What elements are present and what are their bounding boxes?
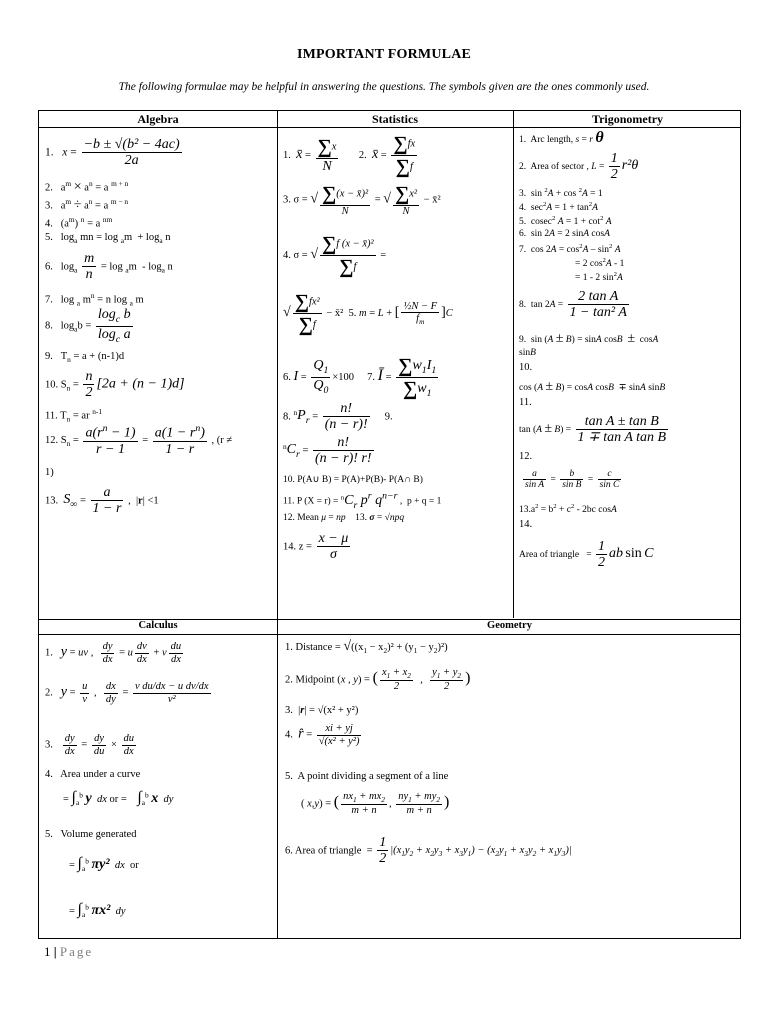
calculus-formula-1: 1. y = uv , $\frac{dy}{dx}$ = u $\frac{dv}{dx}$ + v $\frac{du}{dx}$ [45,641,182,665]
algebra-formula-10: 10. $S_n$ = $\frac{n}{2}$ [2a + (n − 1)d] [45,369,185,401]
page-title: IMPORTANT FORMULAE [296,47,472,62]
geometry-formula-1: 1. Distance = $√((x_1 - x_2)^2 + (y_1 - y_2)^2)$ [285,639,448,656]
calculus-formula-5-a: = $\int_a^b$ πy² dx or [69,855,139,874]
calculus-header: Calculus [138,620,178,631]
calculus-formula-4-body: = $\int_a^b$ y dx or = $\int_a^b$ x dy [63,789,174,808]
page-label: Page [59,944,94,959]
header-row-divider [39,634,740,635]
algebra-formula-5: 5. $\log_a$ mn = $\log _am + \log_a n$ [45,232,171,246]
statistics-formula-9-cont: $^nC_r$ = $\frac{n!}{(n - r)! r!}$ [283,435,372,467]
trig-formula-14: 14. [519,519,533,530]
geometry-formula-6: 6. Area of triangle = $\frac{1}{2}$ $|(x_1y_2 + x_2y_3 + x_3y_1) - (x_2y_1 + x_3y_2 + x_1y_3)|$ [285,835,572,867]
statistics-formula-10: 10. P(A∪ B) = P(A)+P(B)- P(A∩ B) [283,475,423,485]
algebra-formula-8: 8. $\log_ab$ = $\frac{\log_c b}{\log_c a}$ [45,307,131,345]
statistics-formula-6-7: 6. I = $\frac{Q_1}{Q_0}$ ×100 7. Ī = $\frac{\sum w_1I_1}{\sum w_1}$ [283,355,437,400]
geometry-formula-5: 5. A point dividing a segment of a line [285,771,449,782]
calculus-formula-2: 2. y = $\frac{u}{v}$ , $\frac{dx}{dy}$ = $\frac{\text{v du/dx − u dv/dx}}{\text{v²}}$ [45,681,209,705]
algebra-formula-12-cont: 1) [45,467,54,478]
trig-formula-12: 12. [519,451,533,462]
statistics-formula-12-13: 12. Mean μ = np 13. σ = √npq [283,513,405,523]
algebra-formula-6: 6. $\log_a$ $\frac{m}{n}$ = $\log _am - \log_a n$ [45,251,173,283]
algebra-formula-3: 3. $a^m \div a^n = a$ $^{m - n}$ [45,197,129,213]
algebra-formula-9: 9. $T_n = a + (n-1)d$ [45,351,125,365]
geometry-formula-5-body: ( x,y) = ( $\frac{nx_1 + mx_2}{m + n}$ , $\frac{ny_1 + my_2}{m + n}$ ) [301,791,450,817]
trig-formula-9-cont: sinB [519,348,536,358]
trig-formula-12-body: $\frac{a}{\text{sin A}}$ = $\frac{b}{\text{sin B}}$ = $\frac{c}{\text{sin C}}$ [525,469,620,491]
trig-formula-5: 5. cosec$^2$ $A = 1 + \cot^2 A$ [519,215,612,228]
algebra-formula-2: 2. $a^m \times a^n = a$ $^{m + n}$ [45,179,129,195]
trig-formula-3: 3. sin $^2$A + cos $^2$A = 1 [519,187,603,200]
formula-table [38,110,741,939]
trig-formula-1: 1. Arc length, s = r θ [519,129,604,146]
trig-formula-7: 7. $\cos 2A = \cos^2A - \sin^2 A$ [519,243,621,256]
footer-separator: | [53,944,57,959]
trig-formula-7-b: = 2 $\cos^2A - 1$ [575,257,625,270]
trig-formula-14-body: Area of triangle = $\frac{1}{2}$ ab sin C [519,539,654,571]
algebra-formula-1: 1. x = $\frac{\text{−b ± √(b² − 4ac)}}{2a}$ [45,137,180,169]
statistics-formula-8-9: 8. $^nP_r$ = $\frac{n!}{(n - r)!}$ 9. [283,401,393,433]
intro-text: The following formulae may be helpful in answering the questions. The symbols given are the ones commonly used. [118,81,650,93]
trig-formula-10: 10. [519,362,533,373]
column-divider [277,111,278,938]
algebra-formula-12: 12. $S_n$ = $\frac{a(r^n - 1)}{r - 1}$ = $\frac{a(1 - r^n)}{1 - r}$ , (r ≠ [45,423,233,458]
algebra-header: Algebra [137,112,179,126]
trig-formula-11-body: tan (A ± B) = $\frac{\text{tan A ± tan B}}{\text{1 ∓ tan A tan B}}$ [519,414,667,446]
trig-formula-10-body: cos (A ± B) = cosA cosB ∓ sinA sinB [519,379,666,394]
calculus-formula-5: 5. Volume generated [45,829,137,840]
statistics-formula-4: 4. σ = √ $\frac{\text{∑f (x − x̄)²}}{\sum f}$ = [283,233,387,278]
trig-formula-13: $13.a^2 = b^2 + c^2 - 2bc$ cosA [519,503,617,516]
algebra-formula-11: 11. $T_n$ = ar $^{n-1}$ [45,407,103,424]
geometry-formula-2: 2. Midpoint (x , y) = ( $\frac{x_1 + x_2}{2}$ , $\frac{y_1 + y_2}{2}$ ) [285,667,471,693]
trigonometry-header: Trigonometry [591,112,664,126]
statistics-formula-3: 3. σ = √ $\frac{\text{∑(x − x̄)²}}{N}$ = √ $\frac{\text{∑x²}}{N}$ − x̄² [283,183,441,217]
geometry-formula-3: 3. |r| = √(x² + y²) [285,705,359,716]
trig-formula-11: 11. [519,397,532,408]
statistics-formula-4-cont-5: √ $\frac{\text{∑fx²}}{\sum f}$ − x̄² 5. m = L + [ $\frac{\text{½N − F}}{f_m}$ ]C [283,291,453,336]
statistics-formula-14: 14. z = $\frac{x - \mu}{\sigma}$ [283,531,349,563]
algebra-formula-4: 4. $(a^m) ^n = a$ $^{nm}$ [45,215,113,230]
trig-formula-4: 4. $\sec^2A = 1 + \tan^2A$ [519,201,598,214]
trig-formula-2: 2. Area of sector , L = $\frac{1}{2}$ r²θ [519,151,639,183]
trig-formula-9: 9. sin (A ± B) = sinA cosB ± cosA [519,331,659,346]
calculus-formula-4: 4. Area under a curve [45,769,141,780]
statistics-formula-11: 11. P $(X = r) = ^nC_r$ $p^r$ $q^{n-r}$ , p + q = 1 [283,490,442,511]
column-divider [513,111,514,618]
statistics-formula-1-2: 1. x̄ = $\frac{\sum x}{N}$ 2. x̄ = $\frac{\sum fx}{\sum f}$ [283,133,416,178]
trig-formula-6: 6. sin 2A = 2 sinA cosA [519,229,610,239]
statistics-header: Statistics [372,112,418,126]
trig-formula-7-c: = 1 - 2 $\sin^2A$ [575,271,623,284]
algebra-formula-13: 13. $S_\infty$ = $\frac{a}{1 - r}$ , |r| <1 [45,485,159,517]
geometry-header: Geometry [487,620,532,631]
algebra-formula-7: 7. log $_a$ $m^n = n$ log $_a$ m [45,291,144,308]
calculus-formula-5-b: = $\int_a^b$ πx² dy [69,901,126,920]
header-row-divider [39,127,740,128]
page-number: 1 [44,944,51,959]
calculus-formula-3: 3. $\frac{dy}{dx}$ = $\frac{dy}{du}$ × $\frac{du}{dx}$ [45,733,135,757]
trig-formula-8: 8. tan 2A = $\frac{\text{2 tan A}}{\text{1 − tan² A}}$ [519,289,627,321]
page-footer [44,944,93,960]
geometry-formula-4: 4. r̂ = $\frac{xi + yj}{\text{√(x² + y²)}}$ [285,723,360,747]
